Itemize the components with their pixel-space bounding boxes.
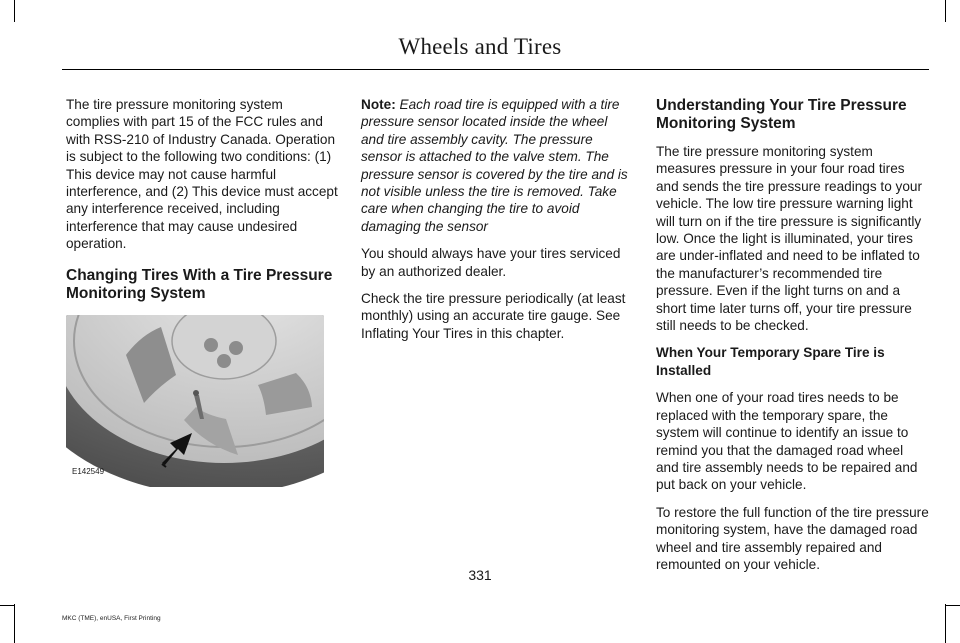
column-right [656, 97, 929, 583]
spare-tire-paragraph: When one of your road tires needs to be replaced with the temporary spare, the system will continue to identify an issue to remind you that the damaged road wheel and tire assembly needs to be repaired and put back on your vehicle. [656, 390, 918, 493]
section-heading-changing-tires: Changing Tires With a Tire Pressure Monitoring System [66, 266, 333, 302]
wheel-illustration [66, 315, 324, 487]
note-paragraph [361, 96, 633, 235]
tpms-description-paragraph: The tire pressure monitoring system measures pressure in your four road tires and sends the tire pressure readings to your vehicle. The low tire pressure warning light will turn on if the tire pressure is significantly low. Once the light is illuminated, your tires are under-inflated and need to be inflated to the manufacturer’s recommended tire pressure. Even if the light turns on and a short time later turns off, your tire pressure still needs to be checked. [656, 144, 922, 334]
crop-mark [0, 605, 14, 606]
crop-mark [945, 0, 946, 22]
crop-mark [945, 604, 946, 643]
figure-id: E142549 [72, 467, 105, 477]
tire-valve-figure [66, 315, 324, 487]
crop-mark [946, 605, 960, 606]
page-number: 331 [468, 567, 492, 583]
subheading-temporary-spare: When Your Temporary Spare Tire is Installed [656, 345, 885, 378]
note-text: Each road tire is equipped with a tire pressure sensor located inside the wheel and tire assembly cavity. The pressure sensor is attached to the valve stem. The pressure sensor is covered by the tire and is not visible unless the tire is removed. Take care when changing the tire to avoid damaging the sensor [361, 97, 628, 234]
crop-mark [14, 604, 15, 643]
column-left [66, 96, 340, 487]
crop-mark [14, 0, 15, 22]
page-title: Wheels and Tires [398, 34, 562, 59]
check-pressure-paragraph: Check the tire pressure periodically (at least monthly) using an accurate tire gauge. See Inflating Your Tires in this chapter. [361, 291, 626, 341]
restore-function-paragraph: To restore the full function of the tire pressure monitoring system, have the damaged road wheel and tire assembly repaired and remounted on your vehicle. [656, 504, 929, 572]
fcc-compliance-paragraph: The tire pressure monitoring system complies with part 15 of the FCC rules and with RSS-210 of Industry Canada. Operation is subject to the following two conditions: (1) This device may not cause harmful interference, and (2) This device must accept any interference received, including interference that may cause undesired operation. [66, 97, 338, 252]
footer-text: MKC (TME), enUSA, First Printing [62, 615, 161, 622]
dealer-service-paragraph: You should always have your tires serviced by an authorized dealer. [361, 246, 621, 279]
note-label: Note: [361, 97, 396, 112]
column-middle [361, 96, 633, 352]
section-heading-understanding-tpms: Understanding Your Tire Pressure Monitoring System [656, 97, 907, 132]
header-rule [62, 69, 929, 70]
